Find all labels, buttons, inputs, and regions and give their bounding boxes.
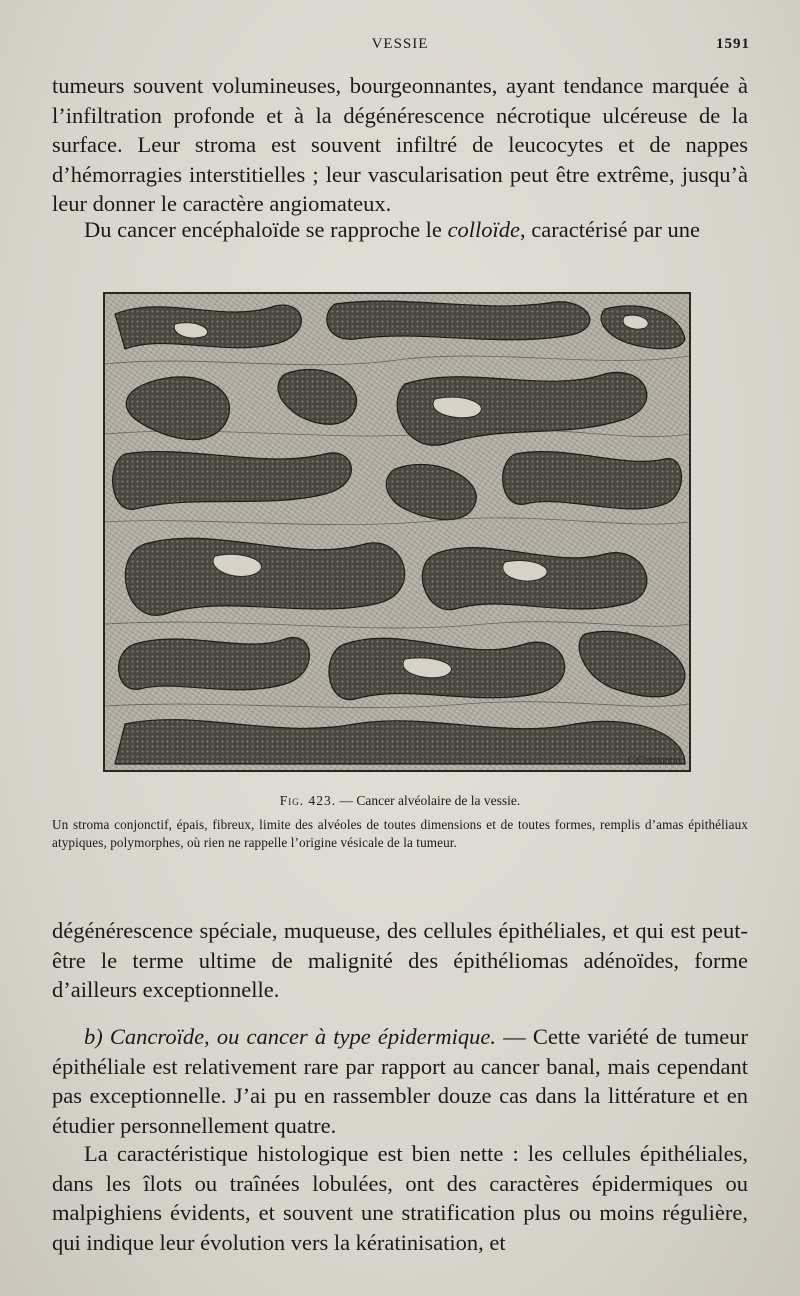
paragraph-4 (52, 1022, 748, 1140)
paragraph-1: tumeurs souvent volumineuses, bourgeonnantes, ayant tendance marquée à l’infiltration profonde et à la dégénérescence nécrotique ulcéreuse de la surface. Leur stroma est souvent infiltré de leucocytes et de nappes d’hémorragies interstitielles ; leur vascularisation peut être extrême, jusqu’à leur donner le caractère angiomateux. (52, 73, 748, 216)
figure-caption: Un stroma conjonctif, épais, fibreux, limite des alvéoles de toutes dimensions et de toutes formes, remplis d’amas épithéliaux atypiques, polymorphes, où rien ne rappelle l’origine vésicale de la tumeur. (52, 817, 748, 850)
figure-title (0, 793, 800, 809)
page-header (50, 36, 750, 60)
illustrator-signature: C.Constantin. (627, 755, 683, 766)
running-title: VESSIE (371, 36, 429, 52)
paragraph-5: La caractéristique histologique est bien nette : les cellules épithéliales, dans les îlots ou traînées lobulées, ont des caractères épidermiques ou malpighiens évidents, et souvent une stratification plus ou moins régulière, qui indique leur évolution vers la kératinisation, et (52, 1141, 748, 1255)
paragraph-2 (52, 215, 748, 245)
colloide-term: colloïde (447, 217, 521, 242)
figure-title-text: — Cancer alvéolaire de la vessie. (339, 793, 521, 808)
paragraph-2-text-end: , caractérisé par une (520, 217, 700, 242)
alveolar-tissue-illustration (105, 294, 689, 770)
figure-label: Fig. 423. (279, 793, 337, 808)
histology-figure (103, 292, 691, 772)
paragraph-3: dégénérescence spéciale, muqueuse, des cellules épithéliales, et qui est peut-être le terme ultime de malignité des épithéliomas adénoïdes, forme d’ailleurs exceptionnelle. (52, 918, 748, 1002)
paragraph-2-text-start: Du cancer encéphaloïde se rapproche le (84, 217, 448, 242)
paragraph-4-text: — Cette variété de tumeur épithéliale est relativement rare par rapport au cancer banal, mais cependant pas exceptionnelle. J’ai pu en rassembler douze cas dans la littérature et en étudier personnellement quatre. (52, 1024, 748, 1138)
cancroide-heading: b) Cancroïde, ou cancer à type épidermique. (84, 1024, 497, 1049)
page-number: 1591 (716, 36, 750, 52)
